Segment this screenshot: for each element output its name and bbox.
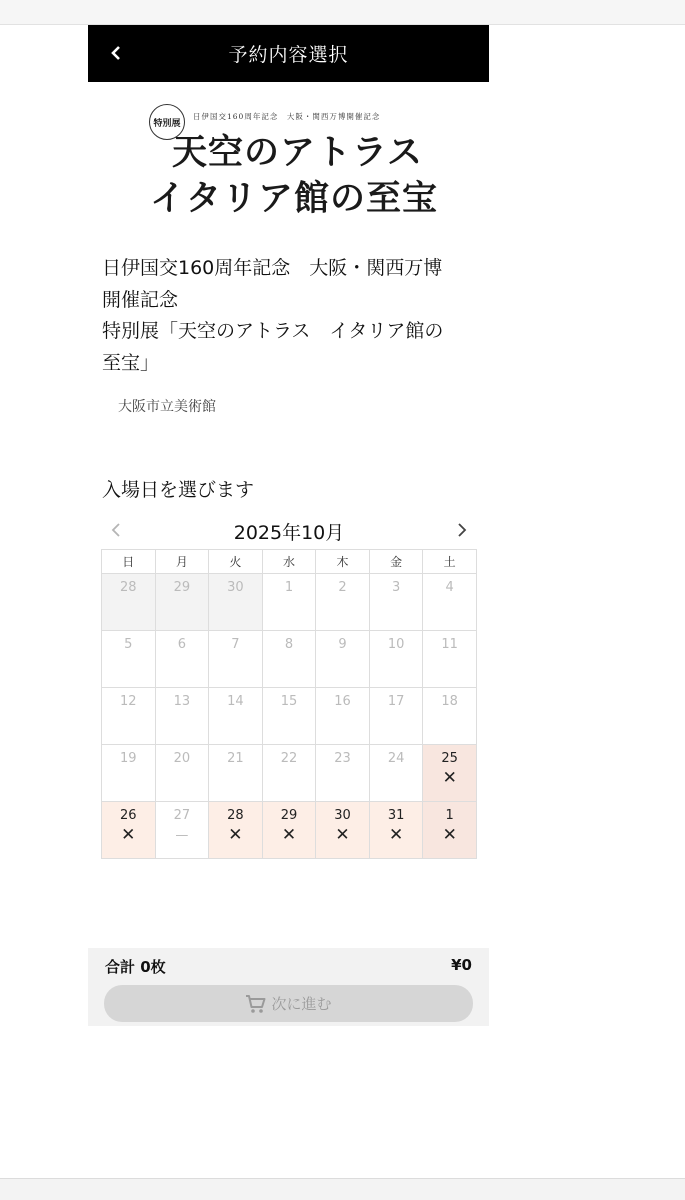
- logo-subtitle: 日伊国交160周年記念 大阪・関西万博開催記念: [193, 112, 381, 121]
- day-number: 16: [334, 694, 351, 709]
- calendar-grid: [101, 549, 477, 859]
- calendar-day-cell: [155, 802, 209, 859]
- calendar-day-cell: [155, 631, 209, 688]
- calendar-day-cell: [209, 745, 263, 802]
- day-number: 10: [387, 637, 405, 652]
- day-number: 3: [391, 580, 401, 595]
- calendar-day-cell: [369, 574, 423, 631]
- event-title-line: 特別展「天空のアトラス イタリア館の: [102, 320, 444, 342]
- day-number: 1: [445, 808, 454, 823]
- weekday-header: 月: [155, 550, 209, 574]
- day-number: 27: [173, 808, 191, 823]
- weekday-header: 土: [423, 550, 477, 574]
- calendar-day-cell: [102, 688, 156, 745]
- calendar-week-row: [102, 688, 477, 745]
- calendar-day-cell: [316, 631, 370, 688]
- day-number: 12: [120, 694, 137, 709]
- calendar-day-cell: [155, 574, 209, 631]
- day-number: 22: [280, 751, 298, 766]
- total-price: ¥0: [451, 956, 472, 974]
- day-number: 9: [338, 637, 347, 652]
- day-number: 14: [227, 694, 244, 709]
- calendar-day-cell[interactable]: [423, 802, 477, 859]
- day-number: 28: [120, 580, 137, 595]
- calendar-day-cell: [102, 745, 156, 802]
- calendar-day-cell: [316, 688, 370, 745]
- calendar-day-cell: [423, 688, 477, 745]
- calendar-week-row: [102, 631, 477, 688]
- calendar-day-cell[interactable]: [316, 802, 370, 859]
- day-number: 30: [334, 808, 351, 823]
- calendar-nav: [101, 515, 477, 547]
- day-number: 19: [120, 751, 137, 766]
- calendar-day-cell[interactable]: [423, 745, 477, 802]
- total-count: 合計 0枚: [105, 958, 166, 976]
- day-number: 20: [173, 751, 191, 766]
- calendar-day-cell: [262, 745, 316, 802]
- browser-top-bar: [0, 0, 685, 25]
- page-title: 予約内容選択: [228, 44, 349, 66]
- day-number: 23: [334, 751, 351, 766]
- day-number: 1: [284, 580, 294, 595]
- day-number: 5: [124, 637, 133, 652]
- calendar-day-cell[interactable]: [262, 802, 316, 859]
- calendar-week-row: [102, 802, 477, 859]
- sold-out-mark: ✕: [442, 825, 457, 845]
- next-button-label: 次に進む: [271, 995, 332, 1013]
- sold-out-mark: ✕: [335, 825, 350, 845]
- day-number: 30: [227, 580, 244, 595]
- day-number: 24: [387, 751, 405, 766]
- day-number: 7: [231, 637, 240, 652]
- day-number: 29: [173, 580, 191, 595]
- calendar-day-cell: [209, 574, 263, 631]
- calendar-day-cell[interactable]: [209, 802, 263, 859]
- weekday-header: 日: [102, 550, 156, 574]
- unavailable-mark: —: [175, 828, 189, 843]
- sold-out-mark: ✕: [121, 825, 136, 845]
- header-bar: [88, 25, 489, 82]
- day-number: 15: [280, 694, 298, 709]
- back-button[interactable]: [102, 39, 130, 67]
- event-title-line: 日伊国交160周年記念 大阪・関西万博: [102, 257, 443, 279]
- day-number: 31: [387, 808, 405, 823]
- day-number: 28: [227, 808, 244, 823]
- logo-badge: 特別展: [149, 104, 185, 140]
- weekday-header: 木: [316, 550, 370, 574]
- calendar-day-cell: [102, 631, 156, 688]
- day-number: 2: [338, 580, 347, 595]
- day-number: 26: [120, 808, 137, 823]
- venue-name: 大阪市立美術館: [118, 399, 216, 415]
- day-number: 6: [177, 637, 186, 652]
- day-number: 29: [280, 808, 298, 823]
- day-number: 21: [227, 751, 244, 766]
- weekday-row: [102, 550, 477, 574]
- calendar-day-cell: [423, 631, 477, 688]
- day-number: 11: [441, 637, 458, 652]
- calendar-day-cell: [369, 631, 423, 688]
- logo-line2: イタリア館の至宝: [150, 178, 439, 219]
- calendar-day-cell: [369, 688, 423, 745]
- sold-out-mark: ✕: [442, 768, 457, 788]
- calendar-day-cell: [316, 745, 370, 802]
- chevron-left-icon: [110, 45, 122, 61]
- logo-line1: 天空のアトラス: [172, 132, 423, 173]
- calendar-day-cell[interactable]: [102, 802, 156, 859]
- calendar-day-cell: [155, 688, 209, 745]
- next-button[interactable]: [104, 985, 473, 1022]
- calendar-day-cell: [316, 574, 370, 631]
- weekday-header: 水: [262, 550, 316, 574]
- calendar-day-cell: [155, 745, 209, 802]
- chevron-right-icon: [457, 522, 467, 538]
- sold-out-mark: ✕: [228, 825, 243, 845]
- calendar-week-row: [102, 745, 477, 802]
- calendar-day-cell: [369, 745, 423, 802]
- day-number: 18: [441, 694, 458, 709]
- weekday-header: 金: [369, 550, 423, 574]
- calendar-day-cell[interactable]: [369, 802, 423, 859]
- sold-out-mark: ✕: [388, 825, 404, 845]
- date-section-label: 入場日を選びます: [102, 479, 255, 501]
- calendar-day-cell: [209, 688, 263, 745]
- day-number: 17: [387, 694, 405, 709]
- day-number: 25: [441, 751, 458, 766]
- calendar-day-cell: [262, 688, 316, 745]
- next-month-button[interactable]: [457, 519, 467, 543]
- calendar-day-cell: [262, 631, 316, 688]
- event-title-line: 開催記念: [102, 288, 179, 311]
- calendar-day-cell: [209, 631, 263, 688]
- event-title-line: 至宝」: [102, 351, 160, 374]
- cart-icon: [245, 994, 267, 1014]
- event-title: [102, 253, 487, 379]
- day-number: 13: [173, 694, 191, 709]
- calendar-day-cell: [262, 574, 316, 631]
- day-number: 8: [284, 637, 294, 652]
- sold-out-mark: ✕: [281, 825, 297, 845]
- checkout-footer: [88, 948, 489, 1026]
- browser-bottom-bar: [0, 1178, 685, 1200]
- calendar-day-cell: [423, 574, 477, 631]
- calendar-day-cell: [102, 574, 156, 631]
- calendar-week-row: [102, 574, 477, 631]
- calendar-month-label: 2025年10月: [233, 522, 345, 544]
- weekday-header: 火: [209, 550, 263, 574]
- day-number: 4: [445, 580, 454, 595]
